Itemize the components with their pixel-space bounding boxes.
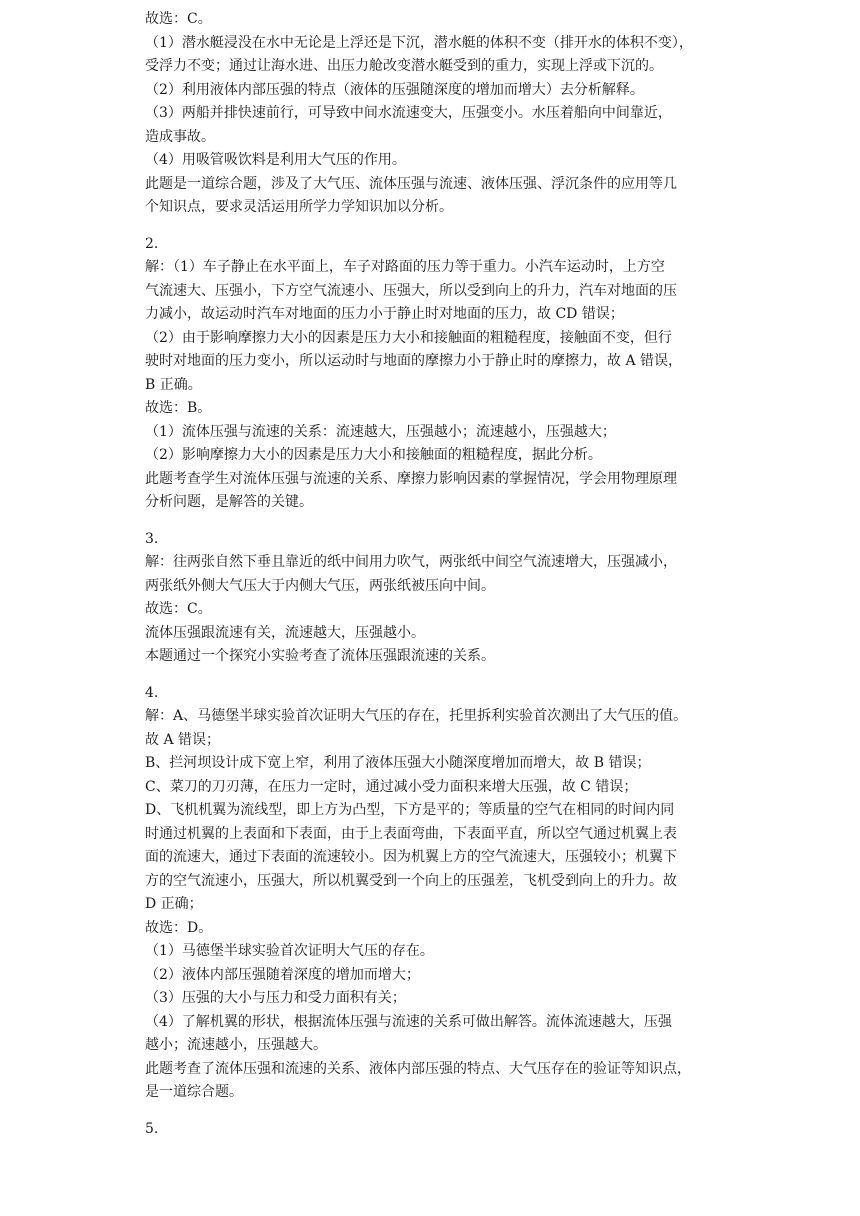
text-line: 解：（1）车子静止在水平面上，车子对路面的压力等于重力。小汽车运动时，上方空	[145, 259, 665, 275]
text-line: 方的空气流速小，压强大，所以机翼受到一个向上的压强差，飞机受到向上的升力。故	[145, 872, 677, 889]
text-line: 解：A、马德堡半球实验首次证明大气压的存在，托里拆利实验首次测出了大气压的值。	[145, 708, 688, 724]
paragraph-gap	[145, 669, 725, 682]
text-line: 两张纸外侧大气压大于内侧大气压，两张纸被压向中间。	[145, 577, 495, 594]
text-line: 越小；流速越小，压强越大。	[145, 1037, 327, 1053]
text-line: 个知识点，要求灵活运用所学力学知识加以分析。	[145, 199, 453, 215]
text-line: （1）潜水艇浸没在水中无论是上浮还是下沉，潜水艇的体积不变（排开水的体积不变），	[145, 34, 693, 51]
answer-block	[145, 1118, 725, 1142]
text-line: 故选：C。	[145, 601, 212, 617]
text-line: （1）马德堡半球实验首次证明大气压的存在。	[145, 943, 434, 959]
text-line: 3.	[145, 530, 159, 547]
text-line: C、菜刀的刀刃薄，在压力一定时，通过减小受力面积来增大压强，故 C 错误；	[145, 778, 638, 795]
text-line: 受浮力不变；通过让海水进、出压力舱改变潜水艇受到的重力，实现上浮或下沉的。	[145, 58, 663, 74]
text-line: 故选：D。	[145, 919, 213, 936]
text-line: （4）用吸管吸饮料是利用大气压的作用。	[145, 152, 406, 168]
text-line: 4.	[145, 684, 159, 701]
paragraph-gap	[145, 1105, 725, 1118]
text-line: （1）流体压强与流速的关系：流速越大，压强越小；流速越小，压强越大；	[145, 423, 616, 440]
text-line: （2）影响摩擦力大小的因素是压力大小和接触面的粗糙程度，据此分析。	[145, 447, 602, 463]
text-line: D 正确；	[145, 896, 203, 912]
answer-block	[145, 682, 725, 1105]
text-line: （4）了解机翼的形状，根据流体压强与流速的关系可做出解答。流体流速越大，压强	[145, 1013, 672, 1030]
text-line: 故 A 错误；	[145, 731, 221, 748]
text-line: （3）压强的大小与压力和受力面积有关；	[145, 990, 406, 1006]
text-line: 面的流速大，通过下表面的流速较小。因为机翼上方的空气流速大，压强较小；机翼下	[145, 849, 677, 865]
text-line: 此题考查了流体压强和流速的关系、液体内部压强的特点、大气压存在的验证等知识点，	[145, 1060, 691, 1077]
text-line: 5.	[145, 1120, 159, 1137]
text-line: 是一道综合题。	[145, 1084, 243, 1100]
text-line: （2）液体内部压强随着深度的增加而增大；	[145, 966, 420, 983]
text-line: 时通过机翼的上表面和下表面，由于上表面弯曲，下表面平直，所以空气通过机翼上表	[145, 825, 677, 842]
text-line: 解：往两张自然下垂且靠近的纸中间用力吹气，两张纸中间空气流速增大，压强减小，	[145, 554, 677, 570]
text-line: 气流速大、压强小，下方空气流速小、压强大，所以受到向上的升力，汽车对地面的压	[145, 282, 677, 299]
text-line: （3）两船并排快速前行，可导致中间水流速变大，压强变小。水压着船向中间靠近，	[145, 105, 672, 121]
paragraph-gap	[145, 220, 725, 233]
answer-block	[145, 233, 725, 515]
text-line: 故选：C。	[145, 11, 212, 27]
text-line: 故选：B。	[145, 400, 212, 416]
text-line: 造成事故。	[145, 128, 215, 145]
text-line: 此题考查学生对流体压强与流速的关系、摩擦力影响因素的掌握情况，学会用物理原理	[145, 470, 677, 487]
answer-block	[145, 528, 725, 669]
text-line: 驶时对地面的压力变小，所以运动时与地面的摩擦力小于静止时的摩擦力，故 A 错误，	[145, 353, 683, 369]
text-line: 2.	[145, 235, 159, 252]
text-line: B 正确。	[145, 376, 202, 393]
text-line: 本题通过一个探究小实验考查了流体压强跟流速的关系。	[145, 648, 495, 664]
text-line: （2）由于影响摩擦力大小的因素是压力大小和接触面的粗糙程度，接触面不变，但行	[145, 329, 672, 346]
text-line: D、飞机机翼为流线型，即上方为凸型，下方是平的；等质量的空气在相同的时间内同	[145, 802, 675, 818]
answer-block	[145, 8, 725, 220]
text-line: B、拦河坝设计成下宽上窄，利用了液体压强大小随深度增加而增大，故 B 错误；	[145, 755, 651, 771]
text-line: 此题是一道综合题，涉及了大气压、流体压强与流速、液体压强、浮沉条件的应用等几	[145, 175, 677, 192]
paragraph-gap	[145, 515, 725, 528]
text-line: （2）利用液体内部压强的特点（液体的压强随深度的增加而增大）去分析解释。	[145, 81, 644, 98]
text-line: 分析问题，是解答的关键。	[145, 494, 313, 510]
document-body	[145, 8, 725, 1141]
text-line: 流体压强跟流速有关，流速越大，压强越小。	[145, 624, 425, 641]
text-line: 力减小，故运动时汽车对地面的压力小于静止时对地面的压力，故 CD 错误；	[145, 306, 624, 322]
